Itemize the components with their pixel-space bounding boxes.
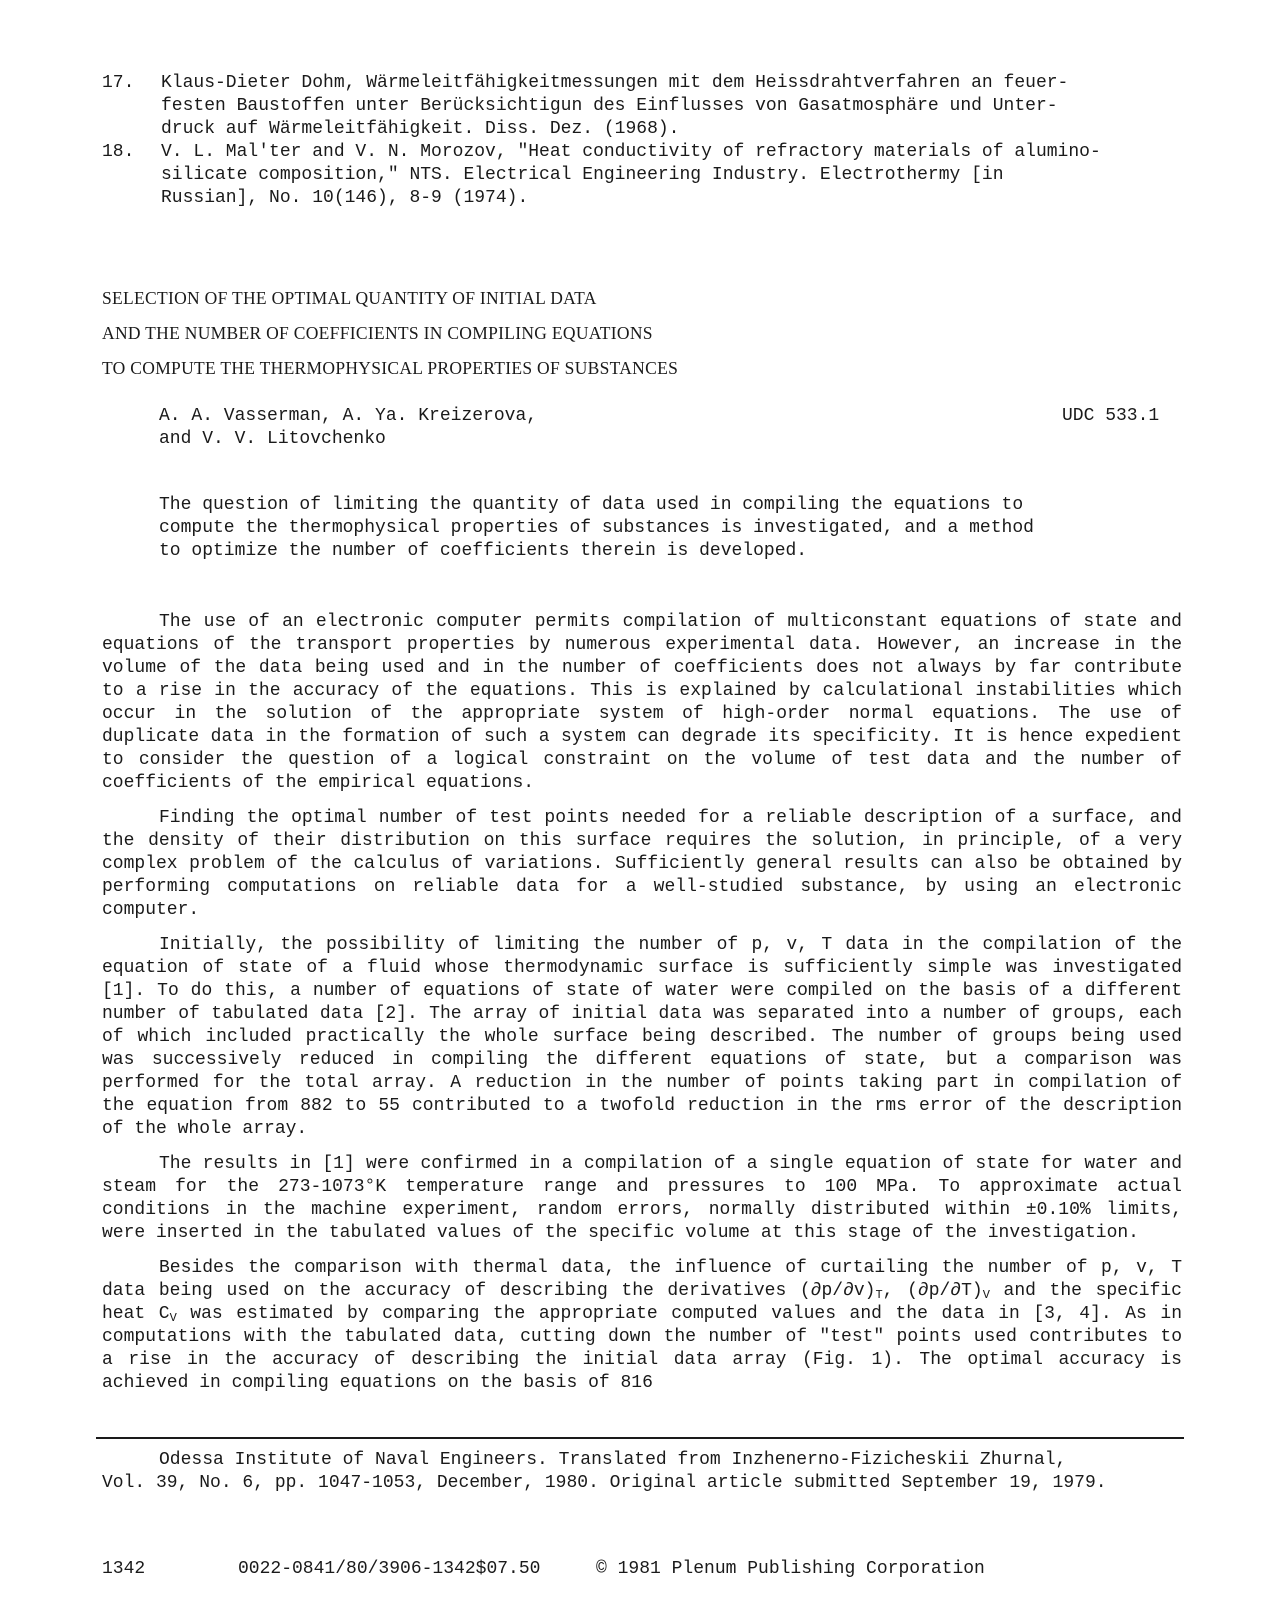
body-paragraph bbox=[102, 1257, 1182, 1395]
reference-number: 18. bbox=[102, 142, 135, 162]
paragraph-text: and the specific heat C bbox=[102, 1281, 1182, 1324]
authors bbox=[159, 405, 537, 451]
body-paragraph: Initially, the possibility of limiting the number of p, v, T data in the compilation of the equation of state of a fluid whose thermodynamic surface is sufficiently simple was investigated [1]. To do this, a number of equations of state of water were compiled on the basis of a different number of tabulated data [2]. The array of initial data was separated into a number of groups, each of which included practically the whole surface being described. The number of groups being used was successively reduced in compiling the different equations of state, but a comparison was performed for the total array. A reduction in the number of points taking part in compilation of the equation from 882 to 55 contributed to a twofold reduction in the rms error of the description of the whole array. bbox=[102, 935, 1182, 1139]
paragraph-text: was estimated by comparing the appropriate computed values and the data in [3, 4]. As in computations with the tabulated data, cutting down the number of "test" points used contributes to a rise in the accuracy of describing the initial data array (Fig. 1). The optimal accuracy is achieved in compiling equations on the basis of 816 bbox=[102, 1304, 1183, 1393]
article-body bbox=[102, 611, 1182, 1407]
page-footer bbox=[0, 1557, 1261, 1581]
subscript: V bbox=[982, 1288, 990, 1302]
title-line: TO COMPUTE THE THERMOPHYSICAL PROPERTIES OF SUBSTANCES bbox=[102, 358, 679, 378]
reference-line: festen Baustoffen unter Berücksichtigun des Einflusses von Gasatmosphäre und Unter- bbox=[161, 96, 1058, 116]
authors-line: A. A. Vasserman, A. Ya. Kreizerova, bbox=[159, 406, 538, 426]
footnote bbox=[102, 1449, 1192, 1495]
subscript: V bbox=[169, 1311, 177, 1325]
copyright-notice: © 1981 Plenum Publishing Corporation bbox=[596, 1559, 985, 1579]
body-paragraph: The use of an electronic computer permits compilation of multiconstant equations of state and equations of the transport properties by numerous experimental data. However, an increase in the volume of the data being used and in the number of coefficients does not always by far contribute to a rise in the accuracy of the equations. This is explained by calculational instabilities which occur in the solution of the appropriate system of high-order normal equations. The use of duplicate data in the formation of such a system can degrade its specificity. It is hence expedient to consider the question of a logical constraint on the volume of test data and the number of coefficients of the empirical equations. bbox=[102, 612, 1182, 793]
reference-18 bbox=[102, 141, 1182, 210]
reference-number: 17. bbox=[102, 73, 135, 93]
reference-line: Russian], No. 10(146), 8-9 (1974). bbox=[161, 188, 529, 208]
body-paragraph: The results in [1] were confirmed in a compilation of a single equation of state for water and steam for the 273-1073°K temperature range and pressures to 100 MPa. To approximate actual conditions in the machine experiment, random errors, normally distributed within ±0.10% limits, were inserted in the tabulated values of the specific volume at this stage of the investigation. bbox=[102, 1154, 1182, 1243]
authors-line: and V. V. Litovchenko bbox=[159, 429, 386, 449]
paragraph-text: , (∂p/∂T) bbox=[882, 1281, 983, 1301]
reference-17 bbox=[102, 72, 1182, 141]
article-title bbox=[102, 288, 1002, 393]
footnote-divider bbox=[96, 1437, 1184, 1439]
body-paragraph: Finding the optimal number of test points needed for a reliable description of a surface, and the density of their distribution on this surface requires the solution, in principle, of a very complex problem of the calculus of variations. Sufficiently general results can also be obtained by performing computations on reliable data for a well-studied substance, by using an electronic computer. bbox=[102, 808, 1182, 920]
abstract bbox=[159, 494, 1119, 563]
title-line: AND THE NUMBER OF COEFFICIENTS IN COMPILING EQUATIONS bbox=[102, 323, 653, 343]
footnote-line: Odessa Institute of Naval Engineers. Translated from Inzhenerno-Fizicheskii Zhurnal, bbox=[159, 1450, 1067, 1470]
reference-line: druck auf Wärmeleitfähigkeit. Diss. Dez. (1968). bbox=[161, 119, 680, 139]
footnote-line: Vol. 39, No. 6, pp. 1047-1053, December, 1980. Original article submitted September 19, 1979. bbox=[102, 1473, 1107, 1493]
paragraph-text: Besides the comparison with thermal data, the influence of curtailing the number of p, v, T data being used on the accuracy of describing the derivatives (∂p/∂v) bbox=[102, 1258, 1182, 1301]
reference-list bbox=[102, 72, 1182, 210]
abstract-line: to optimize the number of coefficients therein is developed. bbox=[159, 541, 808, 561]
abstract-line: compute the thermophysical properties of substances is investigated, and a method bbox=[159, 518, 1034, 538]
title-line: SELECTION OF THE OPTIMAL QUANTITY OF INITIAL DATA bbox=[102, 288, 597, 308]
reference-line: Klaus-Dieter Dohm, Wärmeleitfähigkeitmessungen mit dem Heissdrahtverfahren an feuer- bbox=[161, 73, 1069, 93]
page-number: 1342 bbox=[102, 1559, 146, 1579]
subscript: T bbox=[875, 1288, 883, 1302]
reference-line: V. L. Mal'ter and V. N. Morozov, "Heat conductivity of refractory materials of alumino- bbox=[161, 142, 1101, 162]
article-code: 0022-0841/80/3906-1342$07.50 bbox=[238, 1559, 541, 1579]
udc-code: UDC 533.1 bbox=[1062, 406, 1160, 426]
reference-line: silicate composition," NTS. Electrical Engineering Industry. Electrothermy [in bbox=[161, 165, 1004, 185]
abstract-line: The question of limiting the quantity of data used in compiling the equations to bbox=[159, 495, 1024, 515]
